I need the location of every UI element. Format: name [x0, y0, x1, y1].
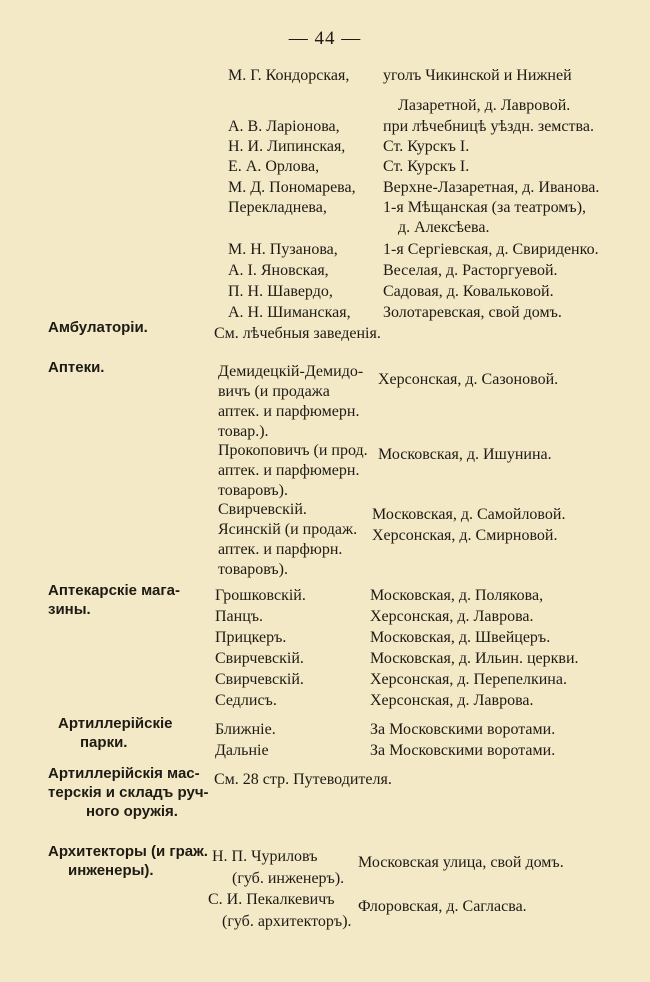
- list-item: [208, 889, 352, 933]
- address: Золотаревская, свой домъ.: [383, 304, 562, 321]
- section-title-aptekarskie-magaziny: [48, 581, 208, 619]
- store-name: Прицкеръ.: [215, 629, 287, 646]
- person-name: М. Н. Пузанова,: [228, 241, 338, 258]
- person-name: М. Д. Пономарева,: [228, 179, 356, 196]
- person-name: Н. И. Липинская,: [228, 138, 346, 155]
- park-name: Ближніе.: [215, 721, 276, 738]
- store-name: Свирчевскій.: [215, 650, 304, 667]
- person-name: А. I. Яновская,: [228, 262, 329, 279]
- person-name: А. В. Ларіонова,: [228, 118, 340, 135]
- list-item: [212, 846, 344, 890]
- address: Московская, д. Полякова,: [370, 587, 544, 604]
- section-title-artilleriiskie-masterskie: [48, 764, 213, 821]
- pharmacy-name-line: аптек. и парфюрн.: [218, 541, 343, 558]
- address: Садовая, д. Ковальковой.: [383, 283, 554, 300]
- person-name: Перекладнева,: [228, 199, 327, 216]
- list-item: [218, 500, 307, 519]
- address: Московская, д. Швейцеръ.: [370, 629, 551, 646]
- address: д. Алексѣева.: [398, 219, 490, 236]
- section-title-line: парки.: [80, 734, 128, 751]
- architect-name-line: Н. П. Чуриловъ: [212, 848, 318, 865]
- store-name: Седлисъ.: [215, 692, 277, 709]
- person-name: Е. А. Орлова,: [228, 158, 320, 175]
- architect-name-line: (губ. архитекторъ).: [222, 913, 352, 930]
- list-item: [218, 520, 357, 580]
- cross-reference: См. лѣчебныя заведенія.: [214, 325, 381, 342]
- address: уголъ Чикинской и Нижней: [383, 67, 572, 84]
- list-item: [218, 362, 363, 442]
- person-name: М. Г. Кондорская,: [228, 67, 350, 84]
- pharmacy-name-line: товаровъ).: [218, 482, 288, 499]
- address: Московская, д. Ишунина.: [378, 446, 552, 463]
- section-title-arhitektory: [48, 842, 218, 880]
- address: Верхне-Лазаретная, д. Иванова.: [383, 179, 600, 196]
- address: За Московскими воротами.: [370, 721, 556, 738]
- address: Херсонская, д. Лаврова.: [370, 692, 534, 709]
- store-name: Свирчевскій.: [215, 671, 304, 688]
- address: Херсонская, д. Смирновой.: [372, 527, 558, 544]
- address: Херсонская, д. Лаврова.: [370, 608, 534, 625]
- pharmacy-name-line: товаровъ).: [218, 561, 288, 578]
- person-name: П. Н. Шавердо,: [228, 283, 333, 300]
- address: 1-я Мѣщанская (за театромъ),: [383, 199, 587, 216]
- pharmacy-name-line: аптек. и парфюмерн.: [218, 462, 360, 479]
- store-name: Панцъ.: [215, 608, 264, 625]
- section-title-line: Аптекарскіе мага-: [48, 582, 180, 599]
- section-title-line: терскія и складъ руч-: [48, 784, 209, 801]
- address: при лѣчебницѣ уѣздн. земства.: [383, 118, 594, 135]
- architect-name-line: С. И. Пекалкевичъ: [208, 891, 335, 908]
- address: Херсонская, д. Сазоновой.: [378, 371, 559, 388]
- address: Херсонская, д. Перепелкина.: [370, 671, 567, 688]
- pharmacy-name-line: товар.).: [218, 423, 269, 440]
- section-title-line: Архитекторы (и граж.: [48, 843, 208, 860]
- section-title-line: ного оружія.: [86, 803, 178, 820]
- pharmacy-name-line: Свирчевскій.: [218, 501, 307, 518]
- address: Московская, д. Самойловой.: [372, 506, 566, 523]
- address: 1-я Сергіевская, д. Свириденко.: [383, 241, 599, 258]
- address: За Московскими воротами.: [370, 742, 556, 759]
- pharmacy-name-line: Демидецкій-Демидо-: [218, 363, 364, 380]
- park-name: Дальніе: [215, 742, 269, 759]
- person-name: А. Н. Шиманская,: [228, 304, 351, 321]
- cross-reference: См. 28 стр. Путеводителя.: [214, 771, 392, 788]
- pharmacy-name-line: вичъ (и продажа: [218, 383, 330, 400]
- section-title-line: Артиллерійскіе: [58, 715, 173, 732]
- address: Московская, д. Ильин. церкви.: [370, 650, 579, 667]
- section-title-ambulatorii: Амбулаторіи.: [48, 319, 148, 336]
- pharmacy-name-line: Прокоповичъ (и прод.: [218, 442, 368, 459]
- address: Веселая, д. Расторгуевой.: [383, 262, 558, 279]
- address: Лазаретной, д. Лавровой.: [398, 97, 571, 114]
- address: Ст. Курскъ I.: [383, 138, 470, 155]
- architect-name-line: (губ. инженеръ).: [232, 870, 345, 887]
- page-number: — 44 —: [288, 28, 362, 49]
- section-title-apteki: Аптеки.: [48, 359, 105, 376]
- store-name: Грошковскій.: [215, 587, 306, 604]
- address: Московская улица, свой домъ.: [358, 854, 564, 871]
- pharmacy-name-line: Ясинскій (и продаж.: [218, 521, 358, 538]
- section-title-line: Артиллерійскія мас-: [48, 765, 200, 782]
- section-title-line: инженеры).: [68, 862, 154, 879]
- list-item: [218, 441, 368, 501]
- address: Флоровская, д. Сагласва.: [358, 898, 527, 915]
- pharmacy-name-line: аптек. и парфюмерн.: [218, 403, 360, 420]
- section-title-artilleriiskie-parki: [58, 714, 218, 752]
- address: Ст. Курскъ I.: [383, 158, 470, 175]
- section-title-line: зины.: [48, 601, 91, 618]
